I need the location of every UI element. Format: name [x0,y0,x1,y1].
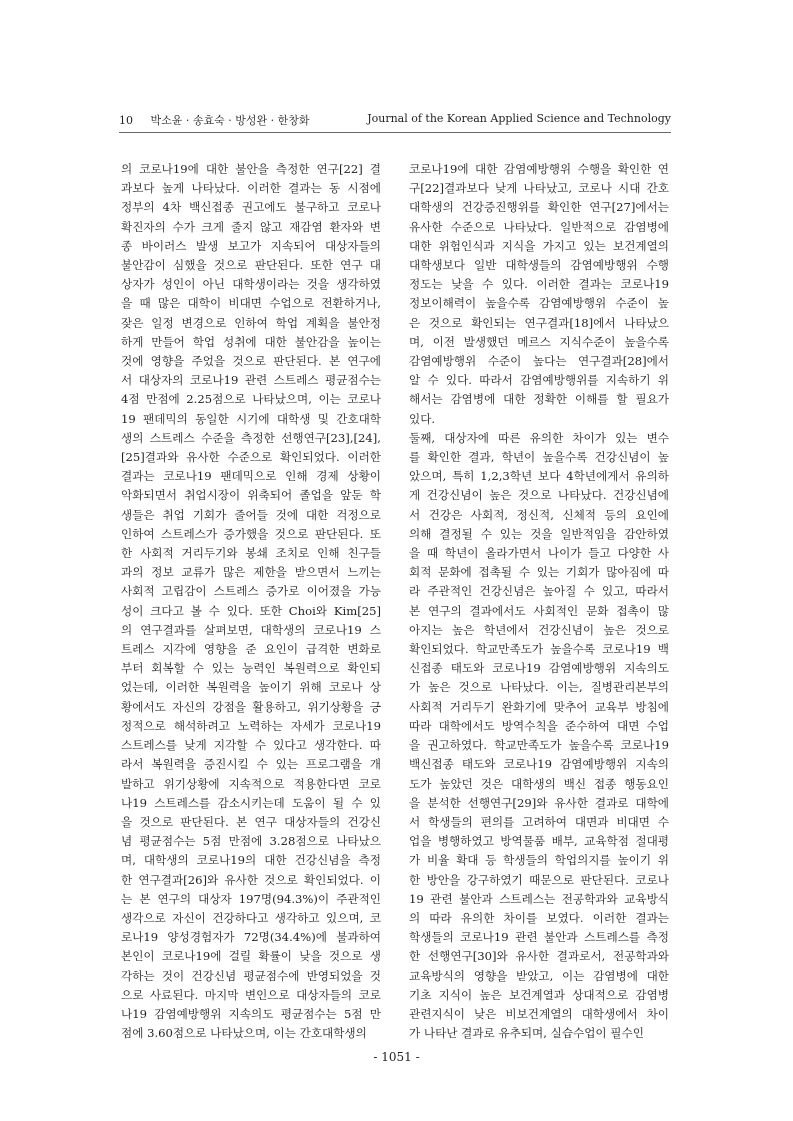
text-line: 본 연구의 결과에서도 사회적인 문화 접촉이 많 [409,603,669,618]
header-authors: 박소윤 · 송효숙 · 방성완 · 한창화 [150,114,310,127]
text-line: 정보이해력이 높을수록 감염예방행위 수준이 높 [409,296,669,311]
text-line: 인하여 스트레스가 증가했을 것으로 판단된다. 또 [121,526,381,541]
text-line: 의 코로나19에 대한 불안을 측정한 연구[22] 결 [121,162,381,176]
text-line: 라 주관적인 건강신념은 높아질 수 있고, 따라서 [409,584,669,599]
text-line: 성이 크다고 볼 수 있다. 또한 Choi와 Kim[25] [121,603,381,618]
text-line: 생의 스트레스 수준을 측정한 선행연구[23],[24], [121,430,381,445]
text-line: 의 연구결과를 살펴보면, 대학생의 코로나19 스 [121,622,381,637]
text-line: 업을 병행하였고 방역물품 배부, 교육학점 절대평 [409,834,669,849]
text-line: 확진자의 수가 크게 줄지 않고 재감염 환자와 변 [121,219,381,234]
text-line: 종 바이러스 발생 보고가 지속되어 대상자들의 [121,238,381,253]
text-line: 알 수 있다. 따라서 감염예방행위를 지속하기 위 [409,373,669,388]
text-line: 라서 복원력을 증진시킬 수 있는 프로그램을 개 [121,757,381,772]
text-line: 스트레스를 낮게 지각할 수 있다고 생각한다. 따 [121,738,381,753]
text-line: 감염예방행위 수준이 높다는 연구결과[28]에서 [409,354,669,369]
text-line: 확인되었다. 학교만족도가 높을수록 코로나19 백 [409,642,669,657]
text-line: 는 본 연구의 대상자 197명(94.3%)이 주관적인 [121,891,381,906]
text-line: 악화되면서 취업시장이 위축되어 졸업을 앞둔 학 [121,488,381,503]
text-line: 한 선행연구[30]와 유사한 결과로서, 전공학과와 [409,949,669,964]
text-line: 둘째, 대상자에 따른 유의한 차이가 있는 변수 [409,430,669,445]
text-line: 발하고 위기상황에 지속적으로 적용한다면 코로 [121,776,381,791]
text-line: 19 팬데믹의 동일한 시기에 대학생 및 간호대학 [121,411,381,426]
text-line: 19 관련 불안과 스트레스는 전공학과와 교육방식 [409,891,669,906]
text-line: 한 사회적 거리두기와 봉쇄 조치로 인해 친구들 [121,546,381,561]
page-footer: - 1051 - [373,1050,420,1064]
text-line: 한 방안을 강구하였기 때문으로 판단된다. 코로나 [409,872,669,887]
header-left [119,112,323,128]
text-line: 관련지식이 낮은 비보건계열의 대학생에서 차이 [409,1006,669,1021]
text-line: 념 평균점수는 5점 만점에 3.28점으로 나타났으 [121,834,381,849]
text-line: 트레스 지각에 영향을 준 요인이 급격한 변화로 [121,642,381,657]
text-line: 을 때 많은 대학이 비대면 수업으로 전환하거나, [121,296,381,311]
text-line: 을 것으로 판단된다. 본 연구 대상자들의 건강신 [121,814,381,829]
text-line: 각하는 것이 건강신념 평균점수에 반영되었을 것 [121,968,381,983]
text-line: 황에서도 자신의 강점을 활용하고, 위기상황을 긍 [121,699,381,714]
header-rule [119,132,671,133]
text-line: 잦은 일정 변경으로 인하여 학업 계획을 불안정 [121,315,381,330]
text-line: 게 건강신념이 높은 것으로 나타났다. 건강신념에 [409,488,669,503]
text-line: 기초 지식이 높은 보건계열과 상대적으로 감염병 [409,987,669,1002]
text-line: 회적 문화에 접촉될 수 있는 기회가 많아짐에 따 [409,565,669,580]
text-line: 며, 대학생의 코로나19의 대한 건강신념을 측정 [121,853,381,868]
header-page-number: 10 [119,114,133,127]
text-line: 있다. [409,411,436,426]
text-line: 나19 감염예방행위 지속의도 평균점수는 5점 만 [121,1006,381,1021]
left-column [121,160,381,1043]
text-line: 한 연구결과[26]와 유사한 것으로 확인되었다. 이 [121,872,381,887]
text-line: 따라 대학에서도 방역수칙을 준수하여 대면 수업 [409,718,669,733]
text-line: 해서는 감염병에 대한 정확한 이해를 할 필요가 [409,392,669,407]
text-line: 생각으로 자신이 건강하다고 생각하고 있으며, 코 [121,910,381,925]
text-line: 대학생의 건강증진행위를 확인한 연구[27]에서는 [409,200,669,215]
text-line: 정도는 낮을 수 있다. 이러한 결과는 코로나19 [409,277,669,292]
text-line: 하게 만들어 학업 성취에 대한 불안감을 높이는 [121,334,381,349]
text-line: 을 분석한 선행연구[29]와 유사한 결과로 대학에 [409,795,669,810]
text-line: 것에 영향을 주었을 것으로 판단된다. 본 연구에 [121,354,381,369]
text-line: 아지는 높은 학년에서 건강신념이 높은 것으로 [409,622,669,637]
text-line: 를 확인한 결과, 학년이 높을수록 건강신념이 높 [409,450,669,465]
text-line: 부터 회복할 수 있는 능력인 복원력으로 확인되 [121,661,381,676]
text-line: [25]결과와 유사한 수준으로 확인되었다. 이러한 [121,450,381,465]
text-line: 결과는 코로나19 팬데믹으로 인해 경제 상황이 [121,469,381,484]
text-line: 4점 만점에 2.25점으로 나타났으며, 이는 코로나 [121,392,381,407]
text-line: 교육방식의 영향을 받았고, 이는 감염병에 대한 [409,968,669,983]
text-line: 생들은 취업 기회가 줄어들 것에 대한 걱정으로 [121,507,381,522]
text-line: 정적으로 해석하려고 노력하는 자세가 코로나19 [121,718,381,733]
text-line: 코로나19에 대한 감염예방행위 수행을 확인한 연 [409,162,669,176]
text-line: 학생들의 코로나19 관련 불안과 스트레스를 측정 [409,930,669,945]
text-line: 본인이 코로나19에 걸릴 확률이 낮을 것으로 생 [121,949,381,964]
text-line: 서 건강은 사회적, 정신적, 신체적 등의 요인에 [409,507,669,522]
text-line: 대한 위험인식과 지식을 가지고 있는 보건계열의 [409,238,669,253]
text-line: 과보다 높게 나타났다. 이러한 결과는 동 시점에 [121,181,381,196]
text-line: 점에 3.60점으로 나타났으며, 이는 간호대학생의 [121,1026,367,1041]
text-line: 었는데, 이러한 복원력을 높이기 위해 코로나 상 [121,680,381,695]
running-header [119,112,671,130]
text-line: 을 때 학년이 올라가면서 나이가 들고 다양한 사 [409,546,669,561]
text-line: 구[22]결과보다 낮게 나타났고, 코로나 시대 간호 [409,181,669,196]
text-line: 서 학생들의 편의를 고려하여 대면과 비대면 수 [409,814,669,829]
text-line: 대학생보다 일반 대학생들의 감염예방행위 수행 [409,258,669,273]
text-line: 았으며, 특히 1,2,3학년 보다 4학년에게서 유의하 [409,469,669,484]
text-line: 으로 사료된다. 마지막 변인으로 대상자들의 코로 [121,987,381,1002]
text-line: 나19 스트레스를 감소시키는데 도움이 될 수 있 [121,795,381,810]
text-line: 사회적 거리두기 완화기에 맞추어 교육부 방침에 [409,699,669,714]
right-column [409,160,669,1043]
text-line: 은 것으로 확인되는 연구결과[18]에서 나타났으 [409,315,669,330]
text-line: 가 나타난 결과로 유추되며, 실습수업이 필수인 [409,1026,644,1041]
text-line: 서 대상자의 코로나19 관련 스트레스 평균점수는 [121,373,381,388]
text-line: 유사한 수준으로 나타났다. 일반적으로 감염병에 [409,219,669,234]
text-line: 의해 결정될 수 있는 것을 일반적임을 감안하였 [409,526,669,541]
text-line: 신접종 태도와 코로나19 감염예방행위 지속의도 [409,661,669,676]
text-line: 을 권고하였다. 학교만족도가 높을수록 코로나19 [409,738,669,753]
text-line: 정부의 4차 백신접종 권고에도 불구하고 코로나 [121,200,381,215]
text-line: 과의 정보 교류가 많은 제한을 받으면서 느끼는 [121,565,381,580]
text-line: 사회적 고립감이 스트레스 증가로 이어졌을 가능 [121,584,381,599]
text-line: 백신접종 태도와 코로나19 감염예방행위 지속의 [409,757,669,772]
text-line: 며, 이전 발생했던 메르스 지식수준이 높을수록 [409,334,669,349]
text-line: 불안감이 심했을 것으로 판단된다. 또한 연구 대 [121,258,381,273]
text-line: 로나19 양성경험자가 72명(34.4%)에 불과하여 [121,930,381,945]
text-line: 의 따라 유의한 차이를 보였다. 이러한 결과는 [409,910,669,925]
text-line: 도가 높았던 것은 대학생의 백신 접종 행동요인 [409,776,669,791]
header-journal: Journal of the Korean Applied Science and Technology [367,112,671,125]
text-line: 가 높은 것으로 나타났다. 이는, 질병관리본부의 [409,680,669,695]
text-line: 가 비율 확대 등 학생들의 학업의지를 높이기 위 [409,853,669,868]
text-line: 상자가 성인이 아닌 대학생이라는 것을 생각하였 [121,277,381,292]
